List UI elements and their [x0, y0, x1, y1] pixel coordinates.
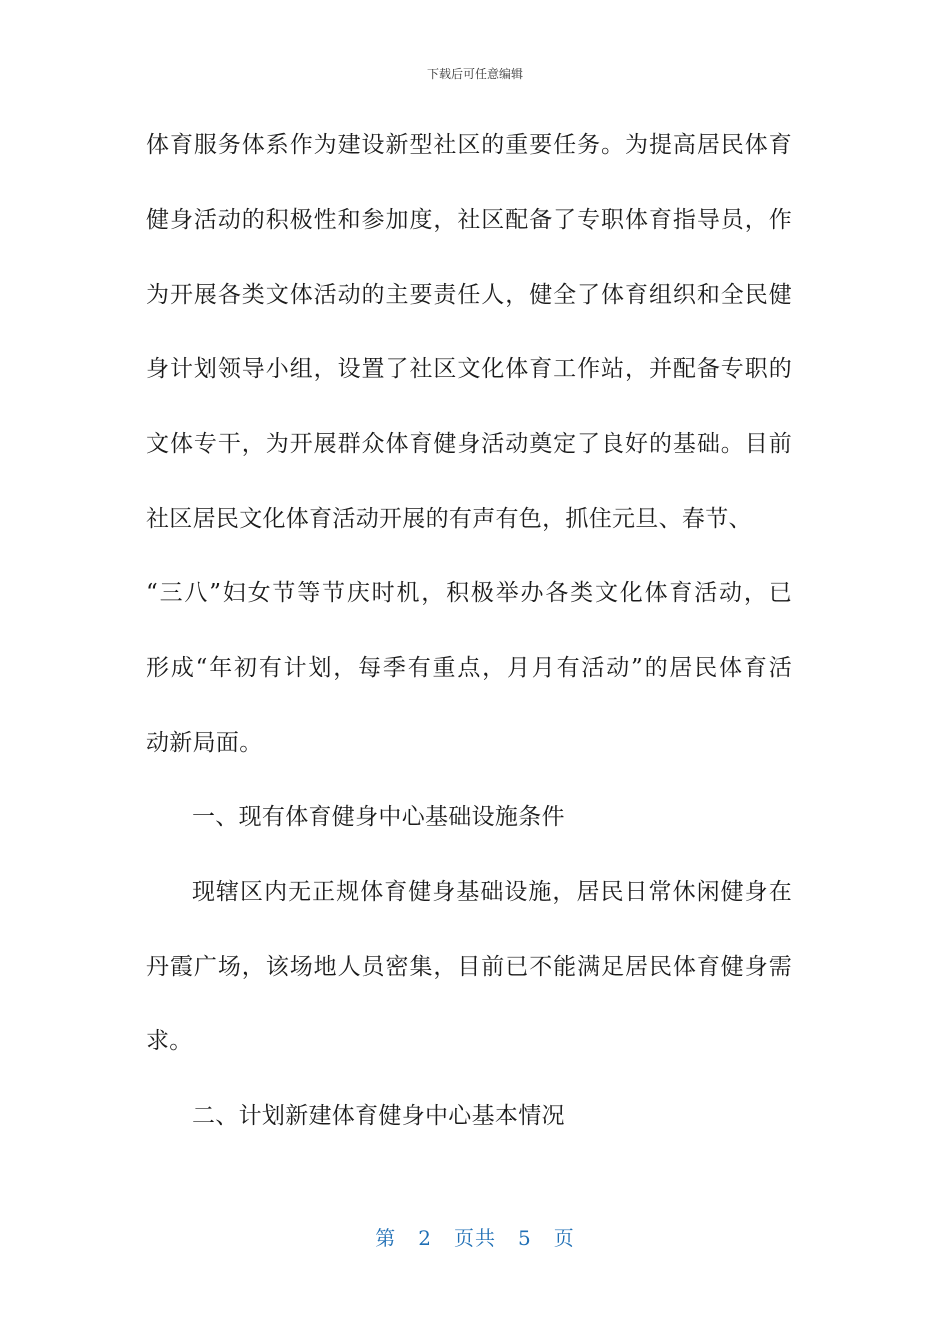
paragraph-line: 求。: [146, 1028, 193, 1054]
paragraph-line: 丹霞广场，该场地人员密集，目前已不能满足居民体育健身需: [146, 954, 792, 980]
paragraph-line: 现辖区内无正规体育健身基础设施，居民日常休闲健身在: [192, 879, 792, 905]
paragraph-line: 形成“年初有计划，每季有重点，月月有活动”的居民体育活: [146, 655, 792, 681]
page-total: 5: [518, 1226, 532, 1250]
section-heading: 一、现有体育健身中心基础设施条件: [192, 804, 565, 830]
section-heading: 二、计划新建体育健身中心基本情况: [192, 1103, 565, 1129]
paragraph-line: 健身活动的积极性和参加度，社区配备了专职体育指导员，作: [146, 207, 792, 233]
paragraph-line: 动新局面。: [146, 730, 263, 756]
page-label-prefix: 第: [375, 1226, 397, 1250]
paragraph-line: 文体专干，为开展群众体育健身活动奠定了良好的基础。目前: [146, 431, 792, 457]
paragraph-line: 身计划领导小组，设置了社区文化体育工作站，并配备专职的: [146, 356, 792, 382]
page-current: 2: [418, 1226, 432, 1250]
paragraph-line: 体育服务体系作为建设新型社区的重要任务。为提高居民体育: [146, 132, 792, 158]
page-header-note: 下载后可任意编辑: [426, 67, 523, 81]
page-label-mid: 页共: [454, 1226, 496, 1250]
page-label-suffix: 页: [553, 1226, 575, 1250]
paragraph-line: “三八”妇女节等节庆时机，积极举办各类文化体育活动，已: [146, 580, 792, 606]
page-number-footer: [0, 1224, 950, 1252]
paragraph-line: 为开展各类文体活动的主要责任人，健全了体育组织和全民健: [146, 282, 792, 308]
paragraph-line: 社区居民文化体育活动开展的有声有色，抓住元旦、春节、: [146, 506, 752, 532]
